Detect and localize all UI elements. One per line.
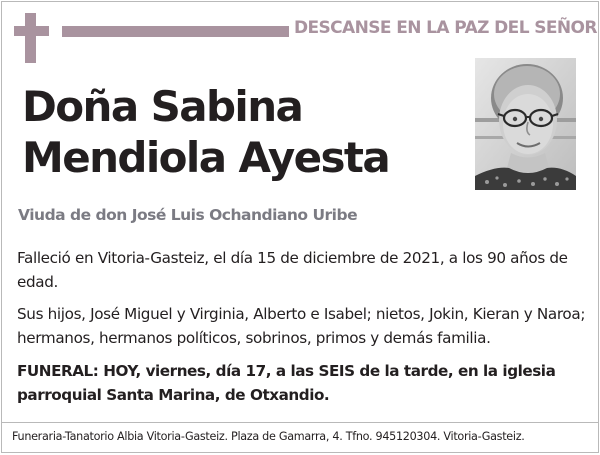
- death-notice-paragraph: Falleció en Vitoria-Gasteiz, el día 15 de diciembre de 2021, a los 90 años de edad.: [17, 249, 568, 291]
- family-paragraph: Sus hijos, José Miguel y Virginia, Alberto e Isabel; nietos, Jokin, Kieran y Naroa; hermanos, hermanos políticos, sobrinos, primos y demás familia.: [17, 305, 586, 347]
- funeral-paragraph: FUNERAL: HOY, viernes, día 17, a las SEIS de la tarde, en la iglesia parroquial Santa Marina, de Otxandio.: [17, 362, 556, 404]
- deceased-name: [22, 81, 462, 183]
- header-rule: [62, 26, 289, 37]
- cross-horizontal-bar: [14, 26, 49, 36]
- footer-divider: [2, 422, 599, 423]
- deceased-name-line-1: Doña Sabina: [22, 82, 303, 131]
- obituary-notice: [1, 1, 599, 453]
- widow-of-line: Viuda de don José Luis Ochandiano Uribe: [18, 206, 358, 224]
- funeral-home-footer: Funeraria-Tanatorio Albia Vitoria-Gasteiz. Plaza de Gamarra, 4. Tfno. 945120304. Vitoria-Gasteiz.: [12, 430, 525, 443]
- deceased-name-line-2: Mendiola Ayesta: [22, 133, 390, 182]
- header-title: DESCANSE EN LA PAZ DEL SEÑOR: [294, 18, 597, 38]
- cross-vertical-bar: [25, 13, 36, 63]
- portrait-photo: [475, 58, 576, 190]
